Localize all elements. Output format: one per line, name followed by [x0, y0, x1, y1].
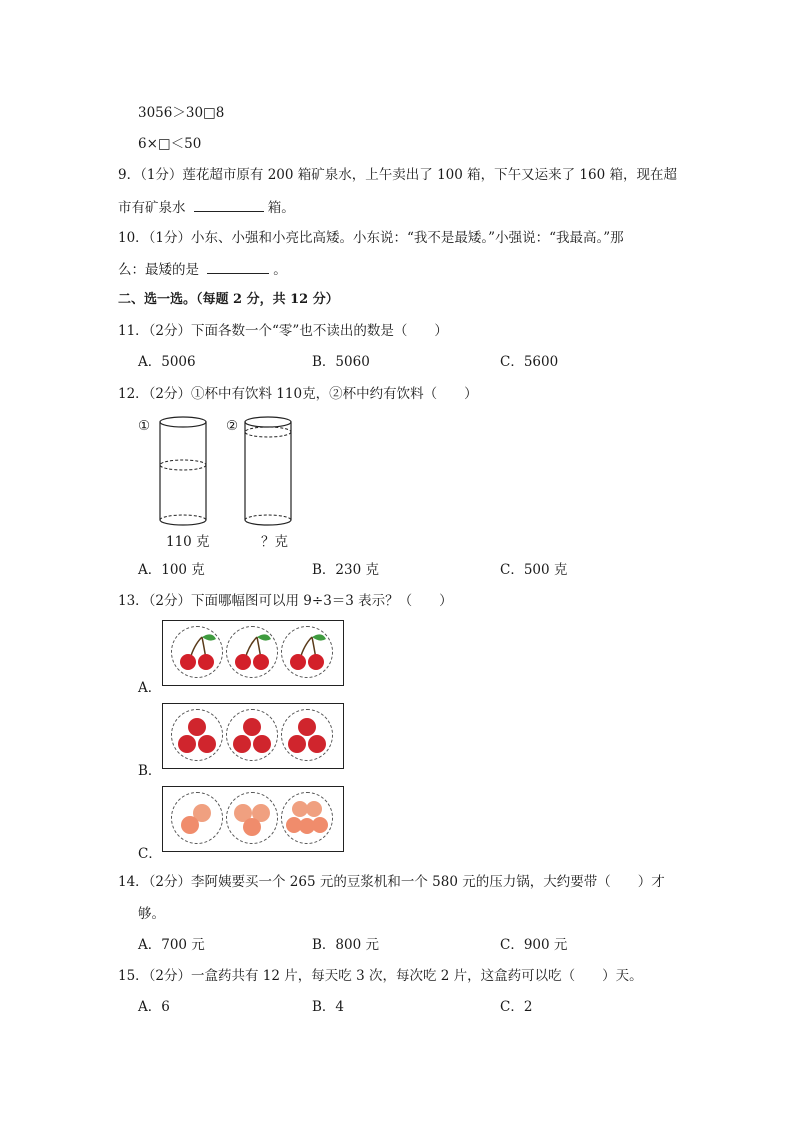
q11-option-b[interactable]: B．5060 [312, 354, 370, 370]
cherry-group [171, 626, 223, 678]
apple-group [171, 709, 223, 761]
q9-suffix: 箱。 [267, 200, 295, 216]
q11-option-a[interactable]: A．5006 [138, 354, 196, 370]
q9-answer-blank[interactable] [194, 198, 264, 212]
cup2-figure [235, 412, 305, 532]
q12-option-a[interactable]: A．100 克 [138, 562, 205, 578]
q9-prefix: 市有矿泉水 [118, 200, 190, 216]
apple-icon [282, 710, 332, 760]
apple-group [281, 709, 333, 761]
q13-option-b[interactable]: B． [138, 763, 162, 779]
q10-prefix: 么：最矮的是 [118, 262, 204, 278]
inequality-line-2: 6×□＜50 [138, 136, 202, 152]
cup2-caption: ？克 [261, 534, 288, 550]
cup2-label: ② [226, 418, 239, 434]
q10-answer-blank[interactable] [207, 260, 269, 274]
q15-option-c[interactable]: C．2 [500, 999, 533, 1015]
q15-text: 15．（2分）一盒药共有 12 片，每天吃 3 次，每次吃 2 片，这盒药可以吃（ ）天。 [118, 968, 643, 984]
q15-option-b[interactable]: B．4 [312, 999, 345, 1015]
q14-option-b[interactable]: B．800 元 [312, 937, 379, 953]
q14-option-c[interactable]: C．900 元 [500, 937, 568, 953]
peach-group [281, 792, 333, 844]
q11-text: 11．（2分）下面各数一个“零”也不读出的数是（ ） [118, 323, 448, 339]
q13-option-b-picture[interactable] [162, 703, 344, 769]
cup1-caption: 110 克 [166, 534, 210, 550]
q14-option-a[interactable]: A．700 元 [138, 937, 205, 953]
section-2-heading: 二、选一选。（每题 2 分，共 12 分） [118, 292, 339, 307]
q13-option-c-picture[interactable] [162, 786, 344, 852]
q12-option-b[interactable]: B．230 克 [312, 562, 379, 578]
cherry-group [226, 626, 278, 678]
apple-icon [227, 710, 277, 760]
cherry-icon [172, 627, 222, 677]
q14-text-line2: 够。 [138, 906, 165, 922]
cherry-icon [227, 627, 277, 677]
cup1-label: ① [138, 418, 151, 434]
q9-text-line2 [118, 198, 295, 217]
peach-group [171, 792, 223, 844]
peach-icon [227, 793, 277, 843]
q10-suffix: 。 [273, 262, 287, 278]
q13-option-a-picture[interactable] [162, 620, 344, 686]
q10-text-line1: 10．（1分）小东、小强和小亮比高矮。小东说：“我不是最矮。”小强说：“我最高。”那 [118, 230, 624, 246]
q13-option-c[interactable]: C． [138, 846, 162, 862]
q15-option-a[interactable]: A．6 [138, 999, 170, 1015]
cherry-group [281, 626, 333, 678]
q14-text-line1: 14．（2分）李阿姨要买一个 265 元的豆浆机和一个 580 元的压力锅，大约要带（ ）才 [118, 874, 665, 890]
q11-option-c[interactable]: C．5600 [500, 354, 559, 370]
cherry-icon [282, 627, 332, 677]
q12-text: 12．（2分）①杯中有饮料 110克，②杯中约有饮料（ ） [118, 386, 478, 402]
q12-option-c[interactable]: C．500 克 [500, 562, 568, 578]
apple-group [226, 709, 278, 761]
q13-option-a[interactable]: A． [138, 680, 162, 696]
inequality-line-1: 3056＞30□8 [138, 105, 225, 121]
q10-text-line2 [118, 260, 287, 279]
q9-text-line1: 9．（1分）莲花超市原有 200 箱矿泉水，上午卖出了 100 箱，下午又运来了 160 箱，现在超 [118, 167, 677, 183]
peach-icon [172, 793, 222, 843]
cup1-figure [150, 412, 220, 532]
peach-icon [282, 793, 332, 843]
peach-group [226, 792, 278, 844]
q13-text: 13．（2分）下面哪幅图可以用 9÷3＝3 表示？（ ） [118, 593, 453, 609]
apple-icon [172, 710, 222, 760]
